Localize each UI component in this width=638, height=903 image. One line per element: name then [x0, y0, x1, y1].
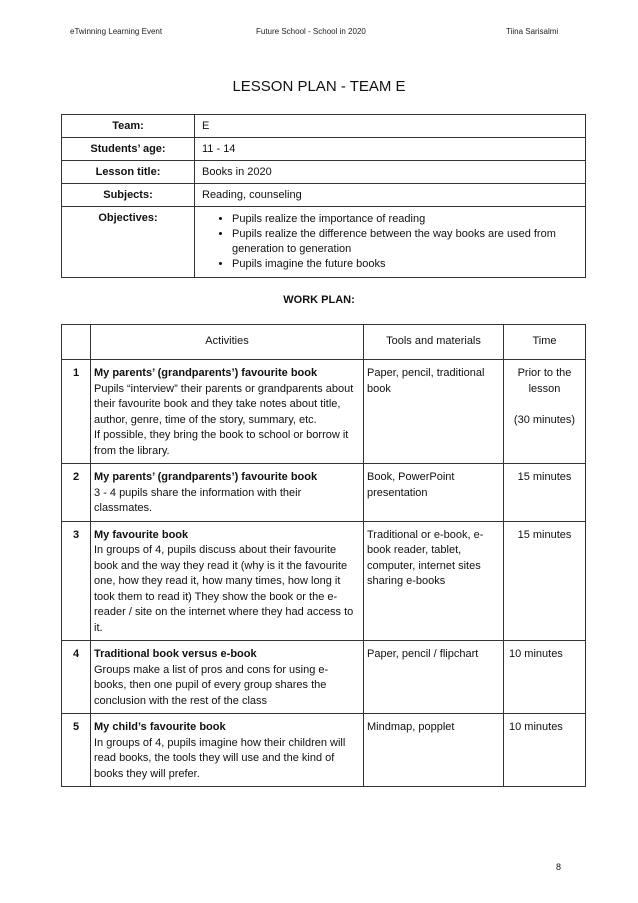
tools-cell: Traditional or e-book, e-book reader, tablet, computer, internet sites sharing e-books — [364, 521, 504, 641]
activity-cell — [91, 521, 364, 641]
tools-cell: Mindmap, popplet — [364, 714, 504, 787]
tools-cell: Book, PowerPoint presentation — [364, 464, 504, 522]
objectives-value — [195, 207, 586, 278]
activity-title: Traditional book versus e-book — [94, 648, 257, 660]
row-number: 2 — [62, 464, 91, 522]
header-time: Time — [504, 325, 586, 360]
team-label: Team: — [62, 115, 195, 138]
table-row — [62, 641, 586, 714]
table-header-row — [62, 325, 586, 360]
info-table — [61, 114, 586, 278]
work-plan-title: WORK PLAN: — [283, 294, 355, 306]
table-row — [62, 714, 586, 787]
activity-title: My parents’ (grandparents’) favourite book — [94, 367, 318, 379]
activity-description: Pupils “interview” their parents or grandparents about their favourite book and they take notes about title, author, genre, time of the story, summary, etc. If possible, they bring the book to school or borrow it from the library. — [94, 382, 354, 457]
time-cell: 10 minutes — [504, 714, 586, 787]
objectives-list — [202, 212, 578, 272]
activity-title: My favourite book — [94, 528, 189, 541]
page-title: LESSON PLAN - TEAM E — [232, 78, 406, 95]
activity-description: 3 - 4 pupils share the information with their classmates. — [94, 486, 302, 514]
team-value: E — [195, 115, 586, 138]
header-left: eTwinning Learning Event — [70, 27, 163, 36]
time-cell: Prior to the lesson (30 minutes) — [504, 360, 586, 464]
row-number: 5 — [62, 714, 91, 787]
header-tools: Tools and materials — [364, 325, 504, 360]
objective-item: • Pupils imagine the future books — [232, 257, 578, 272]
tools-cell: Paper, pencil, traditional book — [364, 360, 504, 464]
age-label: Students’ age: — [62, 138, 195, 161]
objective-item: • Pupils realize the difference between the way books are used from generation to generation — [232, 227, 578, 257]
objective-item: • Pupils realize the importance of reading — [232, 212, 578, 227]
lesson-title-label: Lesson title: — [62, 161, 195, 184]
row-number: 4 — [62, 641, 91, 714]
time-cell: 15 minutes — [504, 521, 586, 641]
activity-cell — [91, 464, 364, 522]
activity-cell — [91, 714, 364, 787]
header-number-cell — [62, 325, 91, 360]
table-row — [62, 360, 586, 464]
work-plan-table — [61, 324, 586, 787]
activity-cell — [91, 360, 364, 464]
header-activities: Activities — [91, 325, 364, 360]
activity-title: My child’s favourite book — [94, 721, 226, 733]
row-number: 3 — [62, 521, 91, 641]
time-cell: 15 minutes — [504, 464, 586, 522]
objectives-label: Objectives: — [62, 207, 195, 278]
activity-cell — [91, 641, 364, 714]
header-right: Tiina Sarisalmi — [506, 27, 559, 36]
activity-description: Groups make a list of pros and cons for using e-books, then one pupil of every group shares the conclusion with the rest of the class — [94, 663, 329, 707]
age-value: 11 - 14 — [195, 138, 586, 161]
table-row — [62, 521, 586, 641]
row-number: 1 — [62, 360, 91, 464]
header-center: Future School - School in 2020 — [256, 27, 366, 36]
subjects-value: Reading, counseling — [195, 184, 586, 207]
activity-title: My parents’ (grandparents’) favourite book — [94, 471, 318, 483]
lesson-title-value: Books in 2020 — [195, 161, 586, 184]
time-cell: 10 minutes — [504, 641, 586, 714]
tools-cell: Paper, pencil / flipchart — [364, 641, 504, 714]
page-number: 8 — [556, 862, 562, 872]
activity-description: In groups of 4, pupils imagine how their children will read books, the tools they will use and the kind of books they will prefer. — [94, 736, 346, 780]
table-row — [62, 464, 586, 522]
subjects-label: Subjects: — [62, 184, 195, 207]
activity-description: In groups of 4, pupils discuss about their favourite book and the way they read it (why is it the favourite one, how they read it, how many times, how long it took them to read it) They show the book or the e-reader / site on the internet where they had access to it. — [94, 544, 354, 634]
